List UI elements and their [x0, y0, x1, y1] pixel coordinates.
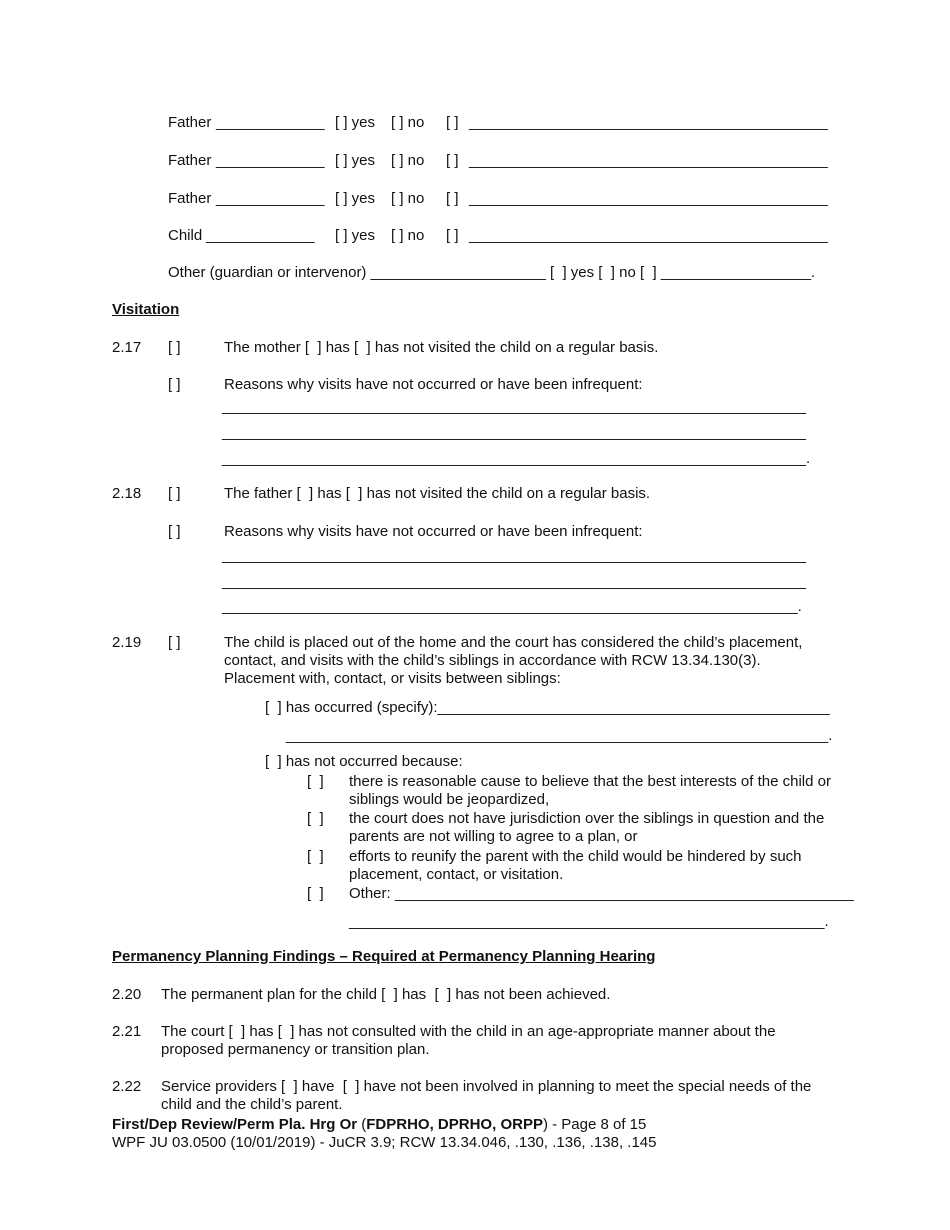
party-name-blank[interactable]: _____________ — [216, 114, 325, 131]
reasons-blank-line[interactable]: _____________________________________________________________________. — [222, 598, 802, 615]
other-checkbox[interactable]: [ ] — [446, 190, 459, 207]
reason-text: there is reasonable cause to believe that the best interests of the child or — [349, 773, 831, 790]
sibling-text: contact, and visits with the child’s siblings in accordance with RCW 13.34.130(3). — [224, 652, 761, 669]
has-not-occurred-option[interactable]: [ ] has not occurred because: — [265, 753, 463, 770]
section-checkbox[interactable]: [ ] — [168, 339, 181, 356]
party-label: Father — [168, 152, 212, 169]
permanent-plan-text: The permanent plan for the child [ ] has [ ] has not been achieved. — [161, 986, 611, 1003]
reasons-checkbox[interactable]: [ ] — [168, 376, 181, 393]
reason-checkbox[interactable]: [ ] — [307, 773, 324, 790]
footer-form-codes: FDPRHO, DPRHO, ORPP — [366, 1116, 543, 1133]
father-visitation-text: The father [ ] has [ ] has not visited the child on a regular basis. — [224, 485, 651, 502]
reason-text: parents are not willing to agree to a plan, or — [349, 828, 638, 845]
reasons-checkbox[interactable]: [ ] — [168, 523, 181, 540]
footer-paren: ( — [357, 1116, 367, 1133]
has-occurred-option[interactable]: [ ] has occurred (specify):_______________________________________________ — [265, 699, 830, 716]
no-checkbox[interactable]: [ ] no — [391, 114, 425, 131]
footer-form-reference: WPF JU 03.0500 (10/01/2019) - JuCR 3.9; RCW 13.34.046, .130, .136, .138, .145 — [112, 1134, 657, 1151]
footer-form-title: First/Dep Review/Perm Pla. Hrg Or — [112, 1116, 358, 1133]
footer-page-number: - Page 8 of 15 — [547, 1116, 647, 1133]
party-name-blank[interactable]: _____________ — [216, 190, 325, 207]
reason-checkbox[interactable]: [ ] — [307, 848, 324, 865]
reasons-blank-line[interactable]: ______________________________________________________________________ — [222, 398, 806, 415]
party-label: Child — [168, 227, 203, 244]
other-checkbox[interactable]: [ ] — [446, 114, 459, 131]
reason-checkbox[interactable]: [ ] — [307, 885, 324, 902]
party-label: Father — [168, 114, 212, 131]
has-occurred-blank[interactable]: _________________________________________________________________. — [286, 727, 833, 744]
no-checkbox[interactable]: [ ] no — [391, 152, 425, 169]
no-checkbox[interactable]: [ ] no — [391, 190, 425, 207]
party-name-blank[interactable]: _____________ — [206, 227, 315, 244]
reasons-blank-line[interactable]: ______________________________________________________________________ — [222, 547, 806, 564]
section-number: 2.17 — [112, 339, 142, 356]
visitation-heading: Visitation — [112, 301, 180, 318]
explanation-blank[interactable]: ___________________________________________ — [469, 227, 828, 244]
reason-text: the court does not have jurisdiction over the siblings in question and the — [349, 810, 825, 827]
footer-paren: ) — [542, 1116, 548, 1133]
section-number: 2.20 — [112, 986, 142, 1003]
yes-checkbox[interactable]: [ ] yes — [335, 114, 376, 131]
other-party-row[interactable]: Other (guardian or intervenor) _____________________ [ ] yes [ ] no [ ] __________________. — [168, 264, 816, 281]
other-reason-blank[interactable]: _________________________________________________________. — [349, 913, 829, 930]
reason-text: siblings would be jeopardized, — [349, 791, 550, 808]
permanency-heading: Permanency Planning Findings – Required at Permanency Planning Hearing — [112, 948, 656, 965]
service-providers-text: Service providers [ ] have [ ] have not been involved in planning to meet the special needs of the — [161, 1078, 812, 1095]
reasons-label: Reasons why visits have not occurred or have been infrequent: — [224, 523, 643, 540]
footer-title — [112, 1116, 646, 1134]
party-name-blank[interactable]: _____________ — [216, 152, 325, 169]
other-checkbox[interactable]: [ ] — [446, 152, 459, 169]
reasons-blank-line[interactable]: ______________________________________________________________________ — [222, 424, 806, 441]
service-providers-text: child and the child’s parent. — [161, 1096, 343, 1113]
section-number: 2.19 — [112, 634, 142, 651]
mother-visitation-text: The mother [ ] has [ ] has not visited the child on a regular basis. — [224, 339, 659, 356]
other-reason-blank[interactable]: Other: _______________________________________________________ — [349, 885, 854, 902]
consulted-child-text: proposed permanency or transition plan. — [161, 1041, 430, 1058]
section-number: 2.18 — [112, 485, 142, 502]
explanation-blank[interactable]: ___________________________________________ — [469, 114, 828, 131]
sibling-text: The child is placed out of the home and the court has considered the child’s placement, — [224, 634, 803, 651]
section-checkbox[interactable]: [ ] — [168, 485, 181, 502]
other-checkbox[interactable]: [ ] — [446, 227, 459, 244]
reasons-blank-line[interactable]: ______________________________________________________________________. — [222, 450, 811, 467]
yes-checkbox[interactable]: [ ] yes — [335, 227, 376, 244]
reasons-blank-line[interactable]: ______________________________________________________________________ — [222, 573, 806, 590]
no-checkbox[interactable]: [ ] no — [391, 227, 425, 244]
yes-checkbox[interactable]: [ ] yes — [335, 190, 376, 207]
section-number: 2.22 — [112, 1078, 142, 1095]
explanation-blank[interactable]: ___________________________________________ — [469, 152, 828, 169]
section-checkbox[interactable]: [ ] — [168, 634, 181, 651]
party-label: Father — [168, 190, 212, 207]
section-number: 2.21 — [112, 1023, 142, 1040]
reasons-label: Reasons why visits have not occurred or have been infrequent: — [224, 376, 643, 393]
sibling-text: Placement with, contact, or visits between siblings: — [224, 670, 561, 687]
consulted-child-text: The court [ ] has [ ] has not consulted with the child in an age-appropriate manner about the — [161, 1023, 776, 1040]
reason-text: placement, contact, or visitation. — [349, 866, 564, 883]
reason-text: efforts to reunify the parent with the child would be hindered by such — [349, 848, 802, 865]
reason-checkbox[interactable]: [ ] — [307, 810, 324, 827]
yes-checkbox[interactable]: [ ] yes — [335, 152, 376, 169]
explanation-blank[interactable]: ___________________________________________ — [469, 190, 828, 207]
